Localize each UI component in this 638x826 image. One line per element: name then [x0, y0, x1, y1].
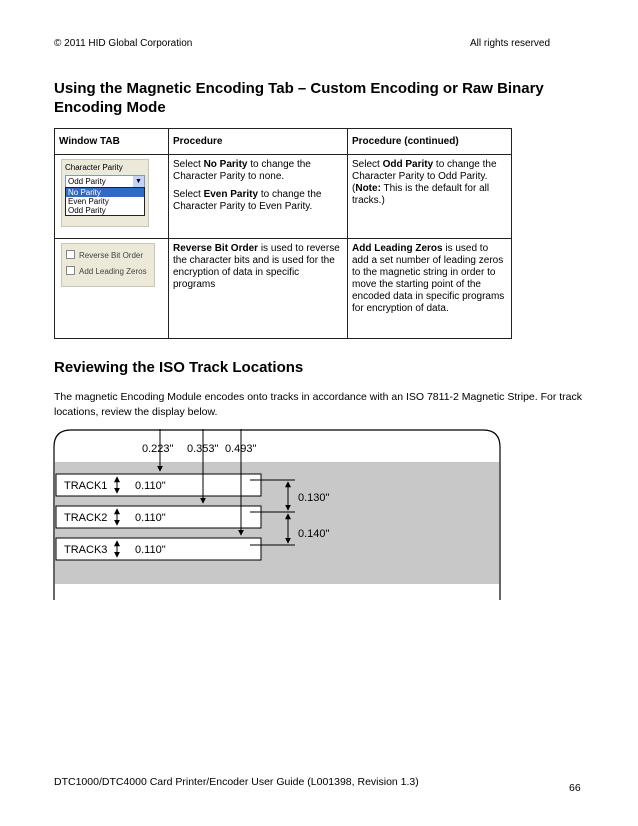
parity-option-even[interactable]: Even Parity: [68, 197, 109, 206]
dim-label-0353: 0.353": [187, 443, 219, 455]
track1-height-label: 0.110": [135, 480, 166, 492]
track3-height-label: 0.110": [135, 544, 166, 556]
parity-option-odd[interactable]: Odd Parity: [68, 206, 106, 215]
spacing-label-0130: 0.130": [298, 492, 330, 504]
parity-procedure-continued-cell: Select Odd Parity to change the Character Parity to Odd Parity. (Note: This is the default for all tracks.): [348, 155, 512, 239]
col-header-window-tab: Window TAB: [55, 129, 169, 155]
footer-guide-title: DTC1000/DTC4000 Card Printer/Encoder User Guide (L001398, Revision 1.3): [54, 776, 419, 788]
character-parity-selected: Odd Parity: [68, 177, 106, 186]
iso-intro-paragraph: The magnetic Encoding Module encodes onto tracks in accordance with an ISO 7811-2 Magnetic Stripe. For track locations, review the display below.: [54, 391, 582, 418]
track2-height-label: 0.110": [135, 512, 166, 524]
spacing-label-0140: 0.140": [298, 528, 330, 540]
chevron-down-icon[interactable]: ▼: [133, 176, 144, 187]
dim-label-0493: 0.493": [225, 443, 257, 455]
page-number: 66: [569, 782, 581, 794]
col-header-procedure: Procedure: [169, 129, 348, 155]
section-title-iso-tracks: Reviewing the ISO Track Locations: [54, 359, 304, 376]
even-parity-text: Select Even Parity to change the Character Parity to Even Parity.: [173, 189, 322, 212]
col-header-procedure-continued: Procedure (continued): [348, 129, 512, 155]
header-rights: All rights reserved: [470, 38, 551, 49]
track3-label: TRACK3: [64, 544, 108, 556]
leading-zeros-procedure-cell: Add Leading Zeros is used to add a set number of leading zeros to the magnetic string in order to move the starting point of the encoded data in specific programs for encryption of data.: [348, 239, 512, 339]
no-parity-text: Select No Parity to change the Character Parity to none.: [173, 159, 311, 182]
header-copyright: © 2011 HID Global Corporation: [54, 38, 193, 49]
dim-label-0223: 0.223": [142, 443, 174, 455]
reverse-bit-procedure-cell: Reverse Bit Order is used to reverse the character bits and is used for the encryption of data in specific programs: [169, 239, 348, 339]
reverse-bit-order-checkbox[interactable]: Reverse Bit Order: [66, 250, 143, 262]
parity-option-no[interactable]: No Parity: [66, 188, 144, 197]
track1-label: TRACK1: [64, 480, 108, 492]
character-parity-label: Character Parity: [65, 163, 123, 172]
section-title-encoding: Using the Magnetic Encoding Tab – Custom Encoding or Raw Binary Encoding Mode: [54, 80, 544, 116]
add-leading-zeros-checkbox[interactable]: Add Leading Zeros: [66, 266, 147, 278]
track2-label: TRACK2: [64, 512, 108, 524]
